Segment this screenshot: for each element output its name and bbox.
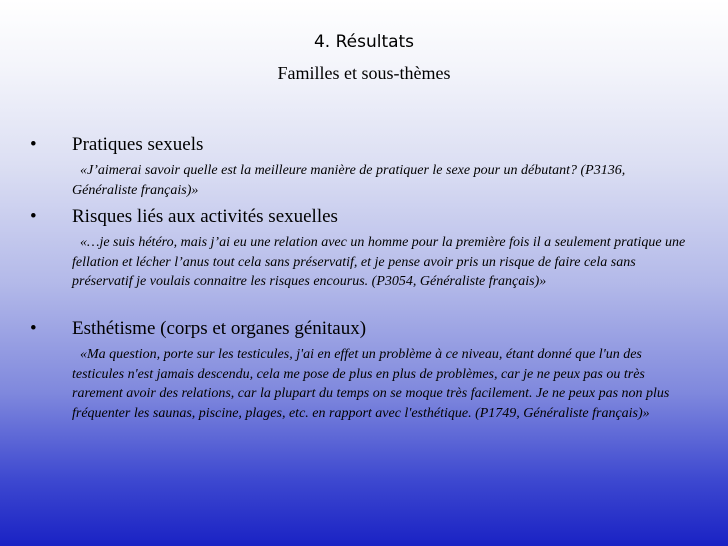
list-item [30,206,700,292]
item-heading: Esthétisme (corps et organes génitaux) [72,318,367,339]
list-item [30,318,700,423]
item-quote: «Ma question, porte sur les testicules, j'ai en effet un problème à ce niveau, étant donné que l'un des testicules n'est jamais descendu, cela me pose de plus en plus de problèmes, car je ne peux pas ou très rarement avoir des relations, car la plupart du temps on se moque très facilement. Je ne peux pas non plus fréquenter les saunas, piscine, plages, etc. en rapport avec l'esthétique. (P1749, Généraliste français)» [72,347,670,421]
item-quote: «…je suis hétéro, mais j’ai eu une relation avec un homme pour la première fois il a seulement pratique une fellation et lécher l’anus tout cela sans préservatif, et je pense avoir pris un risque de faire cela sans préservatif je voulais connaitre les risques encourus. (P3054, Généraliste français)» [72,235,686,289]
item-heading: Risques liés aux activités sexuelles [72,206,338,227]
bullet-icon: • [30,206,37,227]
list-item [30,134,700,200]
slide-title: 4. Résultats [313,32,415,52]
slide-subtitle: Familles et sous-thèmes [277,63,451,83]
bullet-icon: • [30,318,37,339]
item-quote: «J’aimerai savoir quelle est la meilleure manière de pratiquer le sexe pour un débutant? (P3136, Généraliste français)» [72,163,626,198]
item-heading: Pratiques sexuels [72,134,204,155]
bullet-icon: • [30,134,37,155]
